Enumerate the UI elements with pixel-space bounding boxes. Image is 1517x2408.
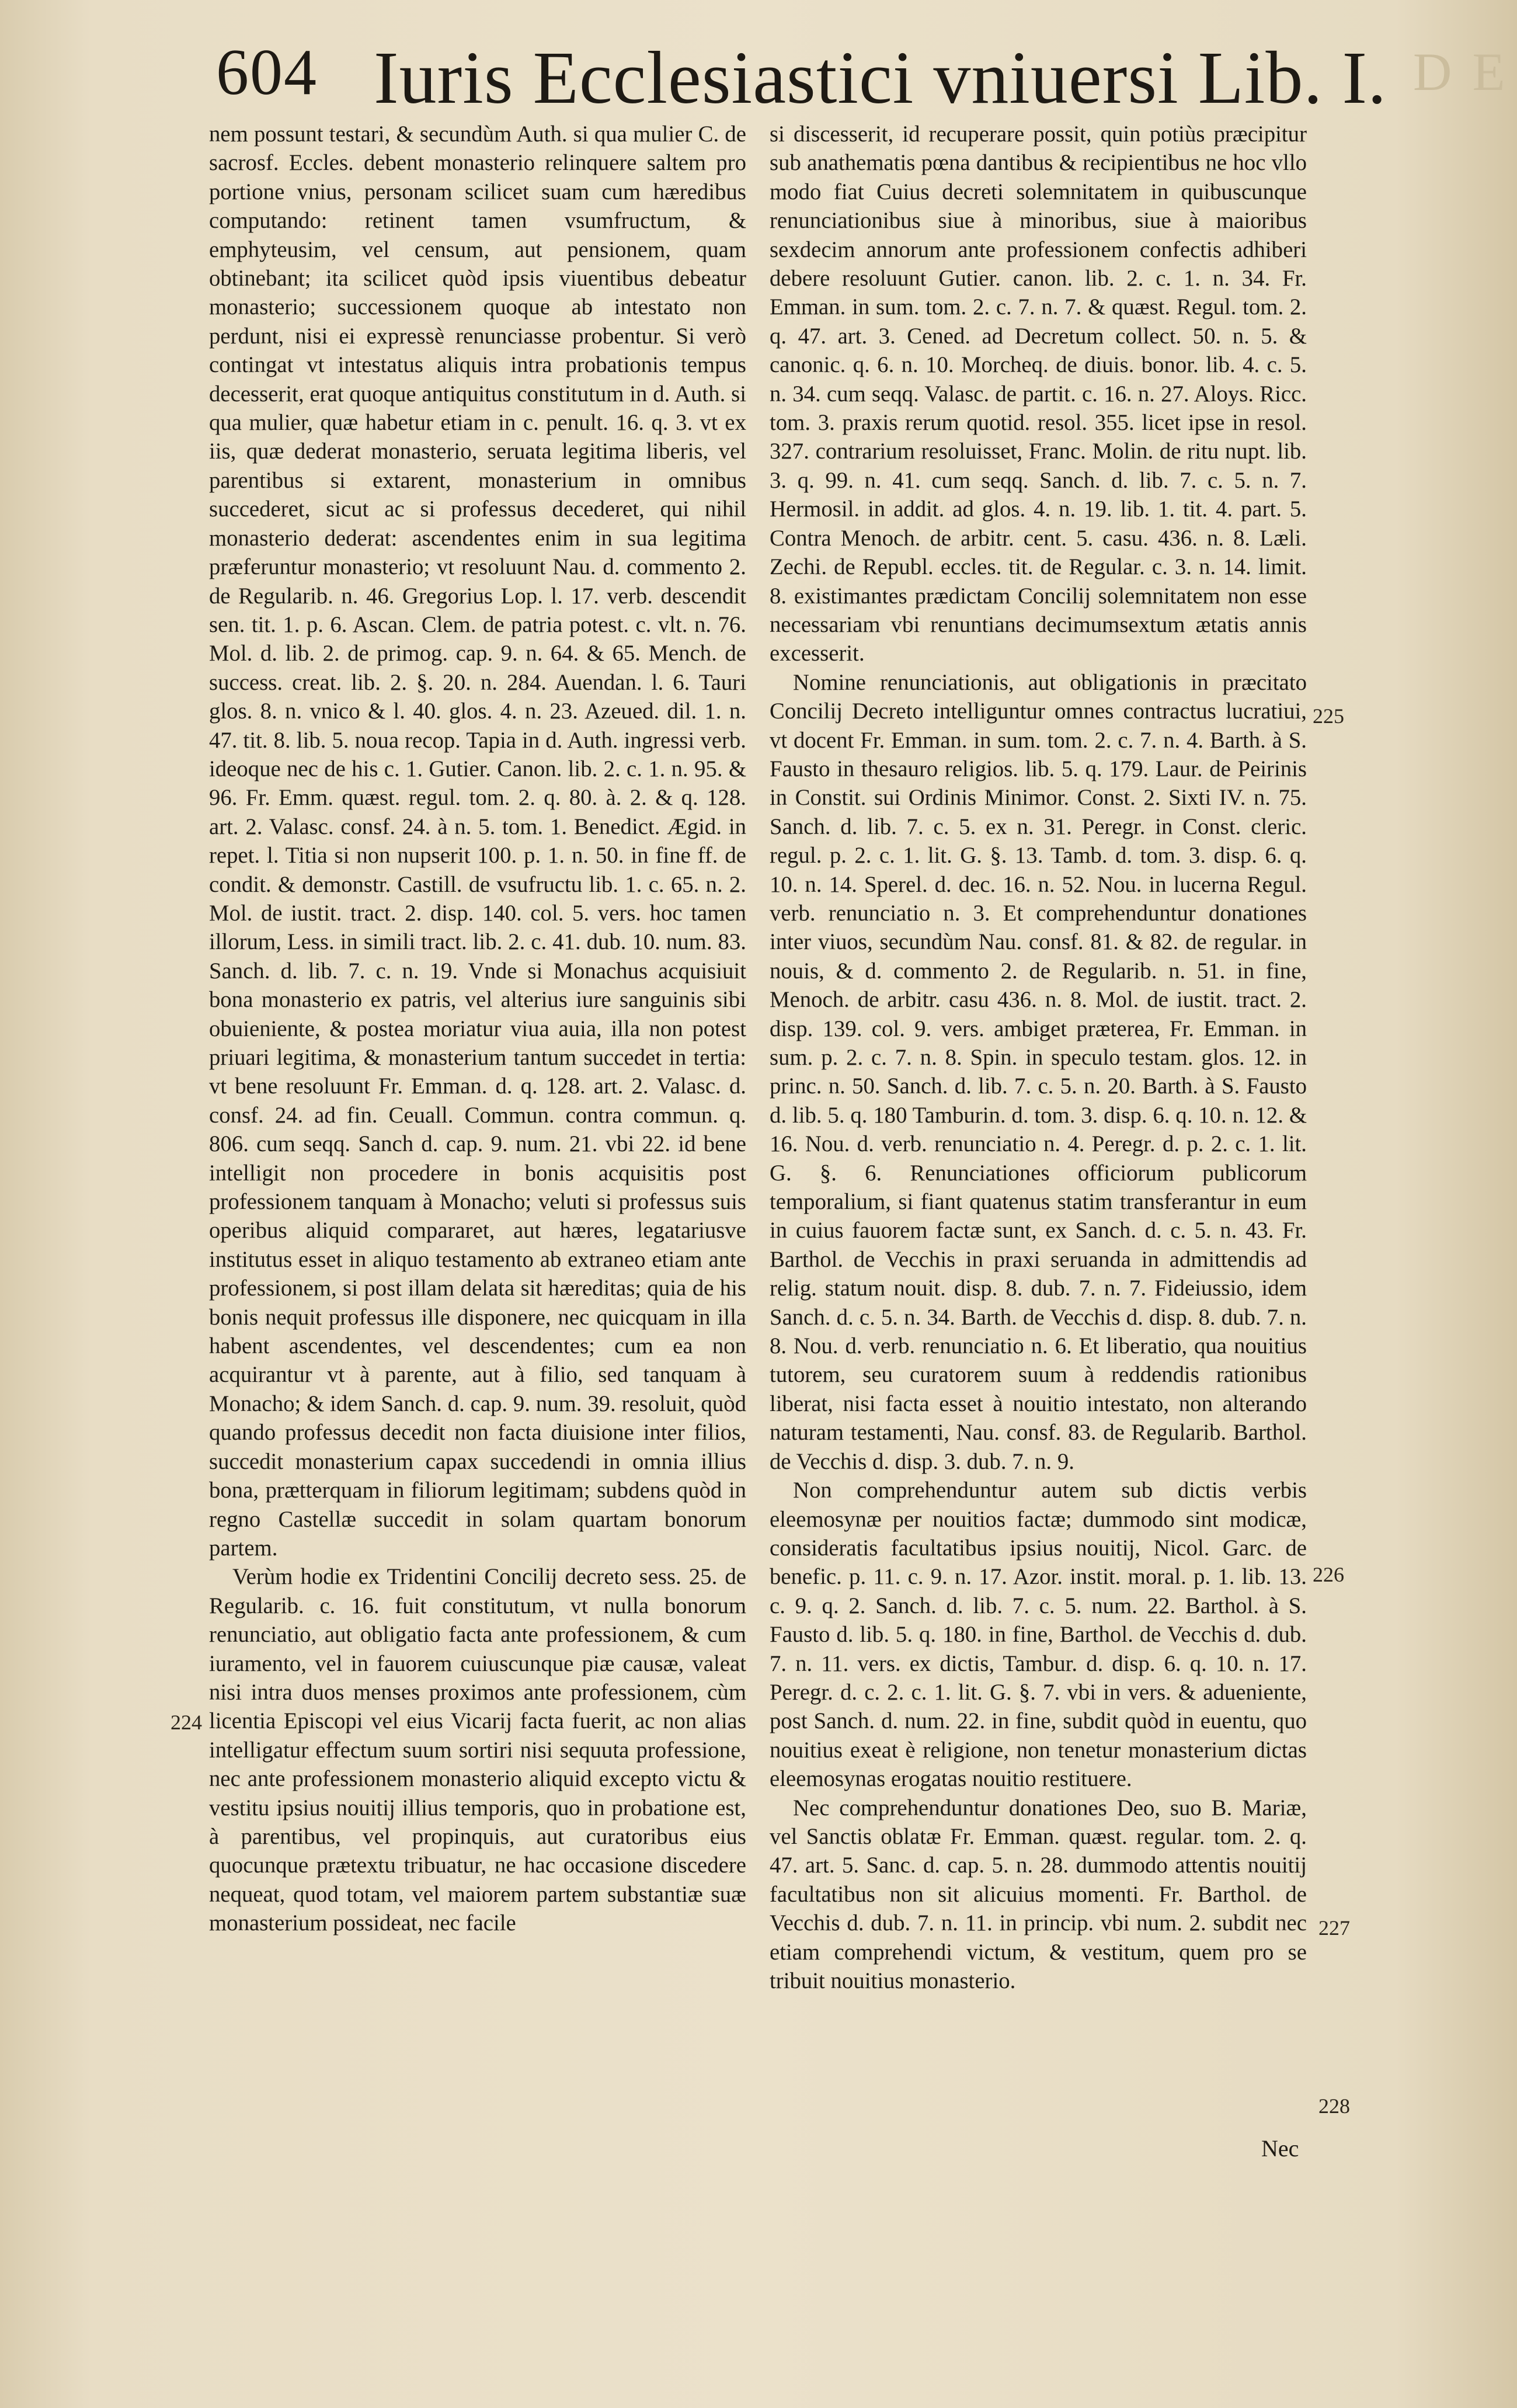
right-paragraph-4: Nec comprehenduntur donationes Deo, suo B. Mariæ, vel Sanctis oblatæ Fr. Emman. quæst. regular. tom. 2. q. 47. art. 5. Sanc. d. cap. 5. n. 28. dummodo attentis nouitij facultatibus non sit alicuius momenti. Fr. Barthol. de Vecchis d. dub. 7. n. 11. in princip. vbi num. 2. subdit nec etiam comprehendi victum, & vestitum, quem pro se tribuit nouitius monasterio.	[770, 1795, 1307, 1993]
page-header	[216, 35, 1387, 119]
margin-number-227: 227	[1318, 1916, 1350, 1940]
left-paragraph-2: Verùm hodie ex Tridentini Concilij decreto sess. 25. de Regularib. c. 16. fuit constitutum, vt nulla bonorum renunciatio, aut obligatio facta ante professionem, & cum iuramento, vel in fauorem cuiuscunque piæ causæ, valeat nisi intra duos menses proximos ante professionem, cùm licentia Episcopi vel eius Vicarij facta fuerit, ac non alias intelligatur effectum suum sortiri nisi sequuta professione, nec ante professionem monasterio aliquid excepto victu & vestitu ipsius nouitij illius temporis, quo in probatione est, à parentibus, vel propinquis, aut curatoribus eius quocunque prætextu tribuatur, ne hac occasione discedere nequeat, quod totam, vel maiorem partem substantiæ suæ monasterium possideat, nec facile	[209, 1564, 746, 1936]
right-column	[770, 120, 1307, 1995]
margin-number-224: 224	[171, 1711, 202, 1734]
catch-word: Nec	[1261, 2135, 1299, 2162]
right-paragraph-3: Non comprehenduntur autem sub dictis verbis eleemosynæ per nouitios factæ; dummodo sint modicæ, consideratis facultatibus ipsius nouitij, Nicol. Garc. de benefic. p. 11. c. 9. n. 17. Azor. instit. moral. p. 1. lib. 13. c. 9. q. 2. Sanch. d. lib. 7. c. 5. num. 22. Barthol. à S. Fausto d. lib. 5. q. 180. in fine, Barthol. de Vecchis d. dub. 7. n. 11. vers. ex dictis, Tambur. d. disp. 6. q. 10. n. 17. Peregr. d. c. 2. c. 1. lit. G. §. 7. vbi in vers. & adueniente, post Sanch. d. num. 22. in fine, subdit quòd in euentu, quo nouitius exeat è religione, non tenetur monasterium dictas eleemosynas erogatas nouitio restituere.	[770, 1478, 1307, 1792]
right-paragraph-1: si discesserit, id recuperare possit, quin potiùs præcipitur sub anathematis pœna dantibus & recipientibus ne hoc vllo modo fiat Cuius decreti solemnitatem in quibuscunque renunciationibus siue à minoribus, siue à maioribus sexdecim annorum ante professionem confectis adhiberi debere resoluunt Gutier. canon. lib. 2. c. 1. n. 34. Fr. Emman. in sum. tom. 2. c. 7. n. 7. & quæst. Regul. tom. 2. q. 47. art. 3. Cened. ad Decretum collect. 50. n. 5. & canonic. q. 6. n. 10. Morcheq. de diuis. bonor. lib. 4. c. 5. n. 34. cum seqq. Valasc. de partit. c. 16. n. 27. Aloys. Ricc. tom. 3. praxis rerum quotid. resol. 355. licet ipse in resol. 327. contrarium resoluisset, Franc. Molin. de ritu nupt. lib. 3. q. 99. n. 41. cum seqq. Sanch. d. lib. 7. c. 5. n. 7. Hermosil. in addit. ad glos. 4. n. 19. lib. 1. tit. 4. part. 5. Contra Menoch. de arbitr. cent. 5. casu. 436. n. 8. Læli. Zechi. de Republ. eccles. tit. de Regular. c. 3. n. 14. limit. 8. existimantes prædictam Concilij solemnitatem non esse necessariam vbi renuntians decimumsextum ætatis annis excesserit.	[770, 121, 1307, 666]
margin-number-225: 225	[1313, 704, 1344, 728]
margin-number-226: 226	[1313, 1563, 1344, 1586]
left-paragraph-1: nem possunt testari, & secundùm Auth. si qua mulier C. de sacrosf. Eccles. debent monasterio relinquere saltem pro portione vnius, personam scilicet suam cum hæredibus computando: retinent tamen vsumfructum, & emphyteusim, vel censum, aut pensionem, quam obtinebant; ita scilicet quòd ipsis viuentibus debeatur monasterio; successionem quoque ab intestato non perdunt, nisi ei expressè renunciasse probentur. Si verò contingat vt intestatus aliquis intra probationis tempus decesserit, erat quoque antiquitus constitutum in d. Auth. si qua mulier, quæ habetur etiam in c. penult. 16. q. 3. vt ex iis, quæ dederat monasterio, seruata legitima liberis, vel parentibus si extarent, monasterium in omnibus succederet, sicut ac si professus decederet, qui nihil monasterio dederat: ascendentes enim in sua legitima præferuntur monasterio; vt resoluunt Nau. d. commento 2. de Regularib. n. 46. Gregorius Lop. l. 17. verb. descendit sen. tit. 1. p. 6. Ascan. Clem. de patria potest. c. vlt. n. 76. Mol. d. lib. 2. de primog. cap. 9. n. 64. & 65. Mench. de success. creat. lib. 2. §. 20. n. 284. Auendan. l. 6. Tauri glos. 8. n. vnico & l. 40. glos. 4. n. 23. Azeued. dil. 1. n. 47. tit. 8. lib. 5. noua recop. Tapia in d. Auth. ingressi verb. ideoque nec de his c. 1. Gutier. Canon. lib. 2. c. 1. n. 95. & 96. Fr. Emm. quæst. regul. tom. 2. q. 80. à. 2. & q. 128. art. 2. Valasc. consf. 24. à n. 5. tom. 1. Benedict. Ægid. in repet. l. Titia si non nupserit 100. p. 1. n. 50. in fine ff. de condit. & demonstr. Castill. de vsufructu lib. 1. c. 65. n. 2. Mol. de iustit. tract. 2. disp. 140. col. 5. vers. hoc tamen illorum, Less. in simili tract. lib. 2. c. 41. dub. 10. num. 83. Sanch. d. lib. 7. c. n. 19. Vnde si Monachus acquisiuit bona monasterio ex patris, vel alterius iure sanguinis sibi obuieniente, & postea moriatur viua auia, illa non potest priuari legitima, & monasterium tantum succedet in tertia: vt bene resoluunt Fr. Emman. d. q. 128. art. 2. Valasc. d. consf. 24. ad fin. Ceuall. Commun. contra commun. q. 806. cum seqq. Sanch d. cap. 9. num. 21. vbi 22. id bene intelligit non procedere in bonis acquisitis post professionem tanquam à Monacho; veluti si professus suis operibus aliquid compararet, aut hæres, legatariusve institutus esset in aliquo testamento ab extraneo etiam ante professionem, si post illam delata sit hæreditas; quia de his bonis nequit professus ille disponere, nec quicquam in illa habent ascendentes, vel descendentes; cum ea non acquirantur vt à parente, aut à filio, sed tanquam à Monacho; & idem Sanch. d. cap. 9. num. 39. resoluit, quòd quando professus decedit non facta diuisione inter filios, succedit monasterium capax succedendi in omnia illius bona, prætterquam in filiorum legitimam; subdens quòd in regno Castellæ succedit in solam quartam bonorum partem.	[209, 121, 746, 1561]
right-paragraph-2: Nomine renunciationis, aut obligationis in præcitato Concilij Decreto intelliguntur omnes contractus lucratiui, vt docent Fr. Emman. in sum. tom. 2. c. 7. n. 4. Barth. à S. Fausto in thesauro religios. lib. 5. q. 179. Laur. de Peirinis in Constit. sui Ordinis Minimor. Const. 2. Sixti IV. n. 75. Sanch. d. lib. 7. c. 5. ex n. 31. Peregr. in Const. cleric. regul. p. 2. c. 1. lit. G. §. 13. Tamb. d. tom. 3. disp. 6. q. 10. n. 14. Sperel. d. dec. 16. n. 52. Nou. in lucerna Regul. verb. renunciatio n. 3. Et comprehenduntur donationes inter viuos, secundùm Nau. consf. 81. & 82. de regular. in nouis, & d. commento 2. de Regularib. n. 51. in fine, Menoch. de arbitr. casu 436. n. 8. Mol. de iustit. tract. 2. disp. 139. col. 9. vers. ambiget præterea, Fr. Emman. in sum. p. 2. c. 7. n. 8. Spin. in speculo testam. glos. 12. in princ. n. 50. Sanch. d. lib. 7. c. 5. n. 20. Barth. à S. Fausto d. lib. 5. q. 180 Tamburin. d. tom. 3. disp. 6. q. 10. n. 12. & 16. Nou. d. verb. renunciatio n. 4. Peregr. d. p. 2. c. 1. lit. G. §. 6. Renunciationes officiorum publicorum temporalium, si fiant quatenus statim transferantur in eum in cuius fauorem factæ sunt, ex Sanch. d. c. 5. n. 43. Fr. Barthol. de Vecchis in praxi seruanda in admittendis ad relig. statum nouit. disp. 8. dub. 7. n. 7. Fideiussio, idem Sanch. d. c. 5. n. 34. Barth. de Vecchis d. disp. 8. dub. 7. n. 8. Nou. d. verb. renunciatio n. 6. Et liberatio, qua nouitius tutorem, seu curatorem suum à reddendis rationibus liberat, nisi facta esset à nouitio intestato, non alterando naturam testamenti, Nau. consf. 83. de Regularib. Barthol. de Vecchis d. disp. 3. dub. 7. n. 9.	[770, 669, 1307, 1474]
running-title: Iuris Ecclesiastici vniuersi Lib. I.	[374, 36, 1387, 119]
left-column	[209, 120, 746, 1938]
bleed-through-mark: D E	[1413, 42, 1509, 102]
margin-number-228: 228	[1318, 2094, 1350, 2118]
page-number: 604	[216, 36, 318, 109]
